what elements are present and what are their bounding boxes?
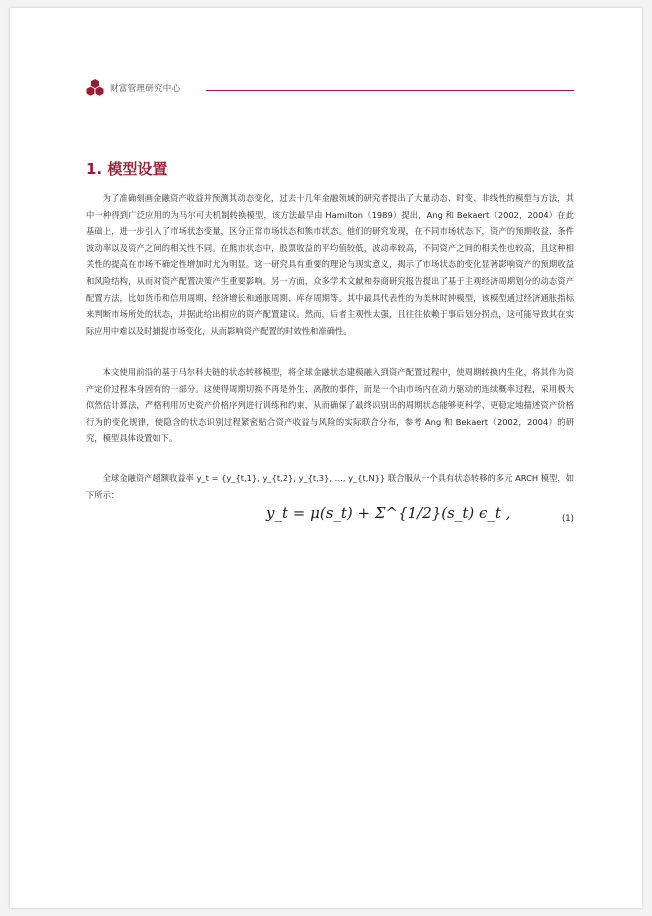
header-divider (206, 90, 574, 91)
model-def-text: 全球金融资产超额收益率 y_t = {y_{t,1}, y_{t,2}, y_{t,3}, …, y_{t,N}} 联合服从一个具有状态转移的多元 ARCH 模型，如下所示： (86, 473, 574, 500)
document-page (10, 8, 642, 908)
equation-formula: y_t = μ(s_t) + Σ^{1/2}(s_t) ϵ_t , (266, 504, 511, 522)
hexagon-cluster-icon (86, 79, 104, 99)
header-title: 财富管理研究中心 (110, 84, 181, 94)
page-header (86, 76, 574, 110)
paragraph-model-def (86, 470, 574, 503)
equation-number: (1) (561, 514, 574, 524)
equation-block (86, 500, 574, 538)
paragraph-method: 本文使用前沿的基于马尔科夫链的状态转移模型，将全球金融状态建模融入到资产配置过程中，使周期转换内生化，将其作为资产定价过程本身固有的一部分。这使得周期切换不再是外生、离散的事件，而是一个由市场内在动力驱动的连续概率过程，采用极大似然估计算法，严格利用历史资产价格序列进行训练和约束，从而确保了最终识别出的周期状态能够更科学、更稳定地描述资产价格行为的变化规律，使隐含的状态识别过程紧密贴合资产收益与风险的实际联合分布，参考 Ang 和 Bekaert（2002，2004）的研究，模型具体设置如下。 (86, 367, 574, 444)
paragraph-intro: 为了准确刻画金融资产收益并预测其动态变化，过去十几年金融领域的研究者提出了大量动态、时变、非线性的模型与方法，其中一种得到广泛应用的为马尔可夫机制转换模型，该方法最早由 Hamilton（1989）提出，Ang 和 Bekaert（2002，2004）在此基础上，进一步引入了市场状态变量，区分正常市场状态和熊市状态。他们的研究发现，在不同市场状态下，资产的预期收益、条件波动率以及资产之间的相关性不同。在熊市状态中，股票收益的平均值较低，波动率较高，不同资产之间的相关性也较高，且这种相关性的提高在市场不确定性增加时尤为明显。这一研究具有重要的理论与现实意义，揭示了市场状态的变化显著影响资产的预期收益和风险结构，从而对资产配置决策产生重要影响。另一方面，众多学术文献和券商研究报告提出了基于主观经济周期划分的动态资产配置方法，比如货币和信用周期、经济增长和通胀周期、库存周期等。其中最具代表性的为美林时钟模型，该模型通过经济通胀指标来判断市场所处的状态，并据此给出相应的资产配置建议。然而，后者主观性太强，且往往依赖于事后划分拐点，这可能导致其在实际应用中难以及时捕捉市场变化，从而影响资产配置的时效性和准确性。 (86, 193, 574, 336)
section-title: 1. 模型设置 (86, 160, 168, 178)
